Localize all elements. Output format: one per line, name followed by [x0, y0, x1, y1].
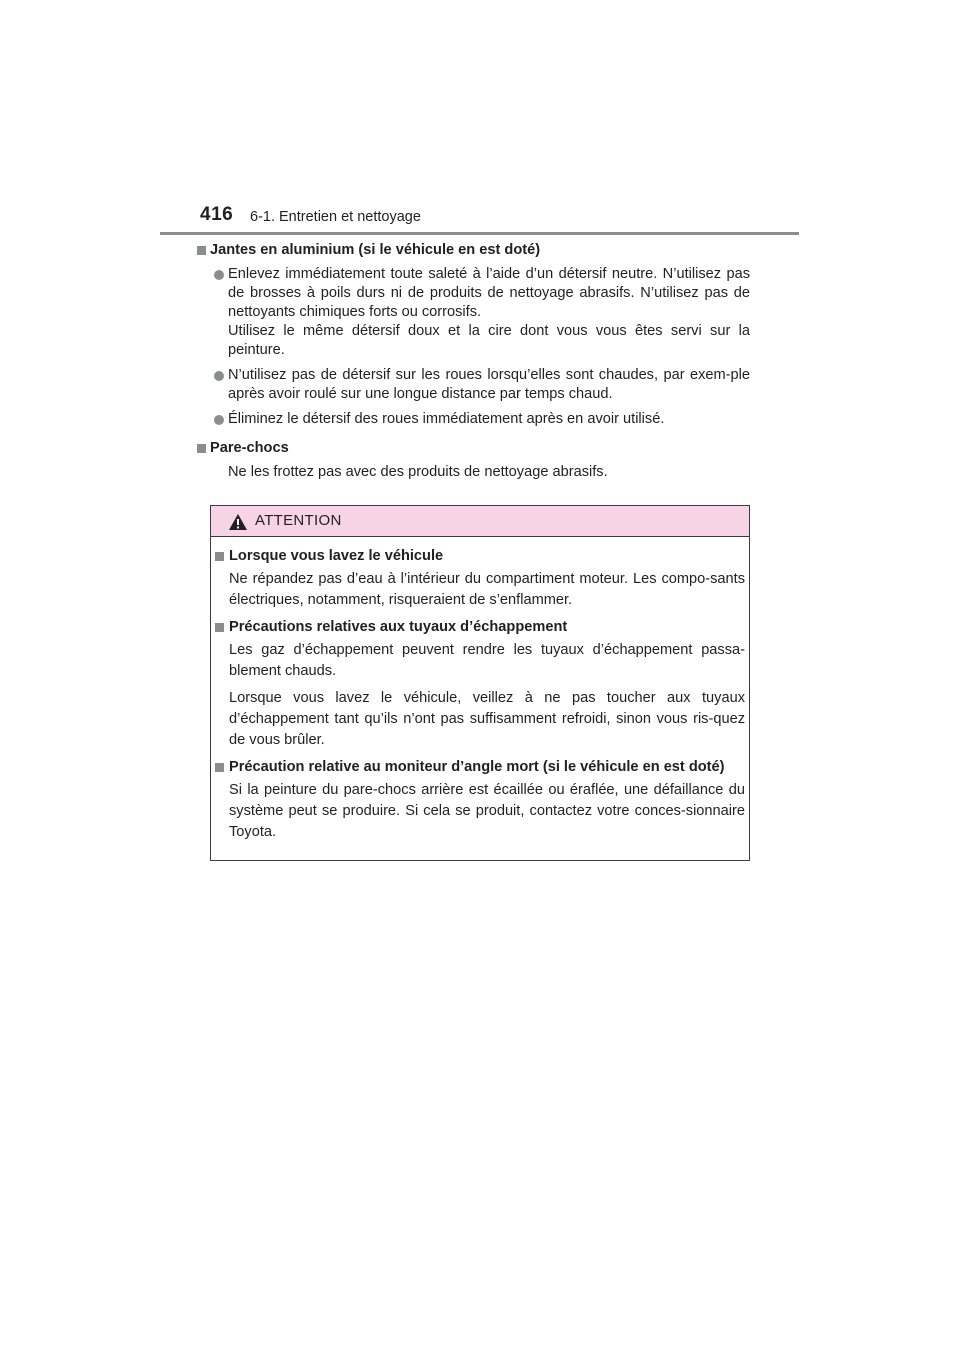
section-bumpers: [210, 439, 750, 482]
attention-item-heading: Précautions relatives aux tuyaux d’échappement: [215, 617, 745, 638]
list-item: N’utilisez pas de détersif sur les roues lorsqu’elles sont chaudes, par exem-ple après avoir roulé sur une longue distance par temps chaud.: [210, 366, 750, 404]
attention-item-heading: Lorsque vous lavez le véhicule: [215, 546, 745, 567]
attention-item-heading: Précaution relative au moniteur d’angle mort (si le véhicule en est doté): [215, 757, 745, 778]
list-item: Enlevez immédiatement toute saleté à l’aide d’un détersif neutre. N’utilisez pas de brosses à poils durs ni de produits de nettoyage abrasifs. N’utilisez pas de nettoyants chimiques forts ou corrosifs. Utilisez le même détersif doux et la cire dont vous vous êtes servi sur la peinture.: [210, 265, 750, 360]
attention-paragraph: Lorsque vous lavez le véhicule, veillez à ne pas toucher aux tuyaux d’échappement tant qu’ils n’ont pas suffisamment refroidi, sinon vous ris-quez de vous brûler.: [229, 690, 745, 748]
circle-bullet-icon: [214, 270, 224, 280]
square-bullet-icon: [197, 444, 206, 453]
circle-bullet-icon: [214, 415, 224, 425]
attention-paragraph: Ne répandez pas d’eau à l’intérieur du compartiment moteur. Les compo-sants électriques, notamment, risqueraient de s’enflammer.: [229, 571, 745, 608]
attention-box: [210, 505, 750, 861]
attention-paragraph: Si la peinture du pare-chocs arrière est écaillée ou éraflée, une défaillance du système peut se produire. Si cela se produit, contactez votre conces-sionnaire Toyota.: [229, 782, 745, 840]
section-text: Ne les frottez pas avec des produits de nettoyage abrasifs.: [228, 464, 608, 480]
square-bullet-icon: [215, 552, 224, 561]
section-heading: Pare-chocs: [197, 439, 737, 458]
attention-header: [211, 506, 749, 537]
attention-title: ATTENTION: [255, 512, 342, 529]
page-number: 416: [200, 204, 234, 225]
main-content: [210, 241, 750, 492]
header-divider: [160, 232, 799, 235]
section-aluminium-wheels: [210, 241, 750, 429]
section-title: 6-1. Entretien et nettoyage: [250, 209, 421, 225]
square-bullet-icon: [215, 763, 224, 772]
square-bullet-icon: [197, 246, 206, 255]
attention-body: [215, 546, 745, 849]
list-item: Éliminez le détersif des roues immédiatement après en avoir utilisé.: [210, 410, 750, 429]
attention-paragraph: Les gaz d’échappement peuvent rendre les tuyaux d’échappement passa-blement chauds.: [229, 642, 745, 679]
warning-triangle-icon: [228, 513, 248, 531]
section-heading: Jantes en aluminium (si le véhicule en est doté): [197, 241, 737, 260]
square-bullet-icon: [215, 623, 224, 632]
circle-bullet-icon: [214, 371, 224, 381]
